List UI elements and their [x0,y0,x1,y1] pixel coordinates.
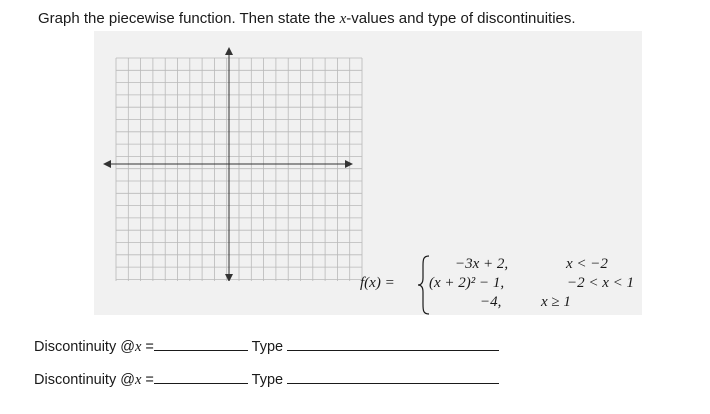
function-lhs: f(x) = [360,275,395,291]
type-blank[interactable] [287,338,499,351]
type-label: Type [251,372,284,388]
y-axis-down-arrow-icon [225,274,233,281]
piecewise-function [360,254,650,316]
discontinuity-row-1 [34,338,499,356]
discontinuity-x-blank[interactable] [154,338,248,351]
instruction-text [38,10,576,28]
piece-3-expr: −4, [480,294,502,310]
discontinuity-row-2 [34,371,499,389]
instruction-after: -values and type of discontinuities. [346,10,576,27]
discontinuity-x-blank[interactable] [154,371,248,384]
discontinuity-equals: = [141,339,154,355]
instruction-var: x [339,11,347,27]
instruction-before: Graph the piecewise function. Then state the [38,10,340,27]
discontinuity-var: x [134,372,142,388]
type-blank[interactable] [287,371,499,384]
piece-1-condition: x < −2 [566,256,608,272]
type-label: Type [251,339,284,355]
discontinuity-var: x [134,339,142,355]
y-axis-up-arrow-icon [225,47,233,55]
piece-2-condition: −2 < x < 1 [567,275,635,291]
discontinuity-label: Discontinuity @ [34,339,135,355]
grid-lines [116,58,362,281]
piece-3-condition: x ≥ 1 [541,294,571,310]
coordinate-grid[interactable] [94,31,364,281]
discontinuity-label: Discontinuity @ [34,372,135,388]
x-axis-left-arrow-icon [103,160,111,168]
piece-1-expr: −3x + 2, [455,256,509,272]
x-axis-right-arrow-icon [345,160,353,168]
piece-2-expr: (x + 2)² − 1, [429,275,505,291]
discontinuity-equals: = [141,372,154,388]
